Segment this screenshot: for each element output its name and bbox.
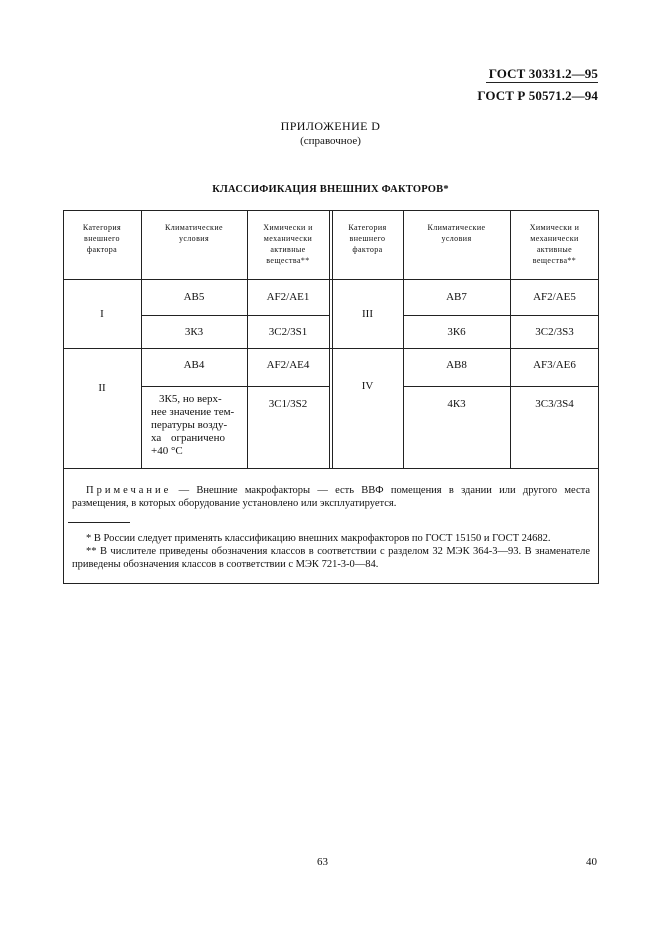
header-category-left: Категория внешнего фактора — [82, 223, 122, 254]
category-IV: IV — [361, 380, 374, 392]
chemical-af2-ae1: AF2/AE1 — [266, 291, 310, 303]
table-title: КЛАССИФИКАЦИЯ ВНЕШНИХ ФАКТОРОВ* — [212, 184, 449, 195]
footnote-2: ** В числителе приведены обозначения классов в соответствии с разделом 32 МЭК 364-3—93. В знаменателе приведены обозначения классов в соответствии с МЭК 721-3-0—84. — [72, 546, 590, 570]
climatic-ab8: АВ8 — [446, 359, 467, 371]
page-number-left: 63 — [317, 856, 328, 868]
header-climatic-left: Климатические условия — [165, 223, 223, 243]
standard-code-1: ГОСТ 30331.2—95 — [488, 66, 598, 81]
footnote-divider — [68, 522, 130, 523]
chemical-af2-ae4: AF2/AE4 — [266, 359, 310, 371]
note-lead: Примечание — [86, 485, 172, 496]
grid-line-v3 — [329, 210, 330, 468]
header-divider — [486, 82, 598, 83]
appendix-title: ПРИЛОЖЕНИЕ D — [280, 119, 381, 133]
climatic-3k3: 3К3 — [184, 325, 204, 338]
header-chemical-right: Химически и механически активные вещества** — [529, 223, 580, 265]
climatic-4k3: 4К3 — [447, 398, 466, 410]
category-III: III — [362, 307, 373, 320]
footnote-1: * В России следует применять классификацию внешних макрофакторов по ГОСТ 15150 и ГОСТ 24682. — [86, 533, 551, 544]
chemical-3c2-3s3: 3С2/3S3 — [535, 325, 574, 338]
standard-code-2: ГОСТ Р 50571.2—94 — [477, 88, 598, 103]
chemical-af2-ae5: AF2/AE5 — [533, 291, 576, 303]
header-climatic-right: Климатические условия — [427, 223, 486, 243]
chemical-af3-ae6: AF3/AE6 — [533, 359, 576, 371]
climatic-ab7: АВ7 — [446, 291, 467, 303]
climatic-3k5: 3К5, но верх- нее значение тем- пературы возду- ха ограничено +40 °С — [151, 393, 235, 457]
page-number-right: 40 — [586, 856, 597, 868]
grid-line-h-bottom — [63, 468, 599, 469]
chemical-3c2-3s1: 3С2/3S1 — [268, 325, 308, 338]
climatic-ab4: АВ4 — [183, 359, 205, 371]
header-chemical-left: Химически и механически активные вещества** — [263, 223, 313, 265]
climatic-3k6: 3К6 — [447, 325, 466, 338]
header-category-right: Категория внешнего фактора — [348, 223, 387, 254]
climatic-ab5: АВ5 — [183, 291, 205, 303]
table-note — [72, 484, 590, 510]
appendix-subtitle: (справочное) — [300, 135, 361, 147]
category-I: I — [100, 307, 104, 320]
chemical-3c1-3s2: 3С1/3S2 — [268, 398, 308, 410]
chemical-3c3-3s4: 3С3/3S4 — [535, 398, 574, 410]
category-II: II — [98, 382, 106, 394]
note-text: — Внешние макрофакторы — есть ВВФ помещения в здании или другого места размещения, в которых оборудование установлено или эксплуатируется. — [72, 485, 590, 509]
